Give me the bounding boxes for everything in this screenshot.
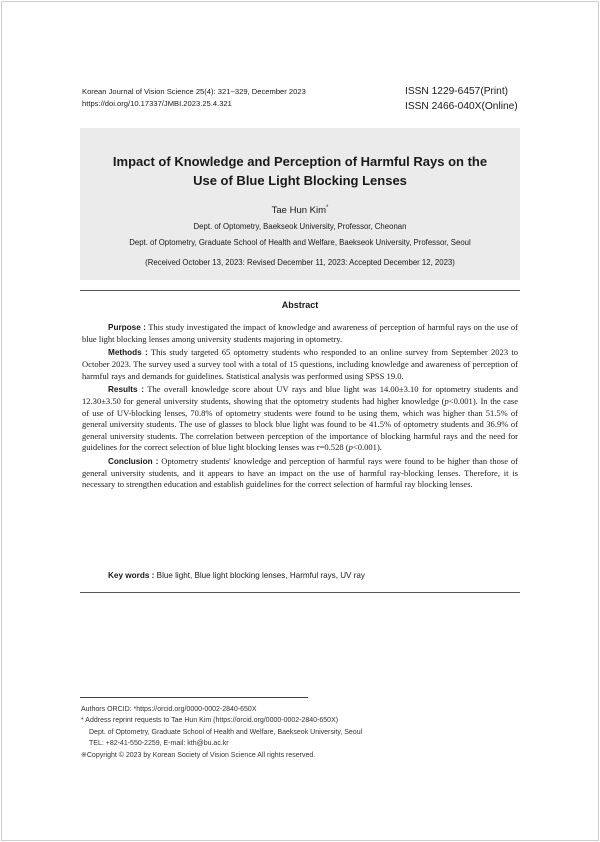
copyright-note: ※Copyright © 2023 by Korean Society of Vision Science All rights reserved. bbox=[81, 751, 316, 759]
results-text-b: <0.001). In the case of use of UV-blocking lenses, 70.8% of optometry students were found to be using them, which was higher than 51.5% of general university students. The use of glasses to block blue light was found to be 41.5% of optometry students and 36.9% of general university students. The correlation between perception of the importance of blocking harmful rays and the need for guidelines for the correct selection of blue light blocking lenses was r=0.528 ( bbox=[82, 395, 518, 453]
author-name: Tae Hun Kim bbox=[271, 205, 327, 216]
issn-online: ISSN 2466-040X(Online) bbox=[405, 100, 518, 112]
methods-text: This study targeted 65 optometry students who responded to an online survey from September 2023 to October 2023. The survey used a survey tool with a total of 15 questions, including knowledge and awareness of perception of harmful rays and demands for guidelines. Statistical analysis was performed using SPSS 19.0. bbox=[82, 347, 518, 381]
methods-label: Methods : bbox=[108, 348, 148, 358]
journal-header bbox=[82, 86, 306, 109]
p-value-symbol: p bbox=[444, 395, 449, 406]
affiliation-1: Dept. of Optometry, Baekseok University, Professor, Cheonan bbox=[193, 222, 407, 231]
issn-print: ISSN 1229-6457(Print) bbox=[405, 86, 509, 97]
title-line-2: Use of Blue Light Blocking Lenses bbox=[193, 172, 407, 188]
keywords-label: Key words : bbox=[108, 571, 155, 580]
abstract-methods bbox=[82, 347, 518, 382]
results-label: Results : bbox=[108, 385, 144, 395]
purpose-text: This study investigated the impact of knowledge and awareness of perception of harmful rays on the use of blue light blocking lenses among university students majoring in optometry. bbox=[82, 322, 519, 344]
abstract-heading: Abstract bbox=[281, 300, 319, 310]
paper-title bbox=[80, 153, 520, 190]
title-panel bbox=[80, 128, 520, 280]
conclusion-text: Optometry students' knowledge and perception of harmful rays were found to be higher than those of general university students, and it appears to have an impact on the use of harmful ray-blocking lenses. Therefore, it is necessary to strengthen education and establish guidelines for the correct selection of harmful ray blocking lenses. bbox=[82, 456, 519, 490]
conclusion-label: Conclusion : bbox=[108, 457, 159, 467]
affiliation-2: Dept. of Optometry, Graduate School of Health and Welfare, Baekseok University, Professor, Seoul bbox=[129, 238, 471, 247]
title-line-1: Impact of Knowledge and Perception of Harmful Rays on the bbox=[112, 154, 488, 169]
author-line bbox=[80, 205, 520, 216]
p-value-symbol: p bbox=[348, 442, 353, 453]
contact-info: TEL: +82-41-550-2259, E-mail: kth@bu.ac.kr bbox=[89, 740, 229, 748]
orcid-note: Authors ORCID: *https://orcid.org/0000-0002-2840-650X bbox=[81, 706, 257, 713]
abstract-top-rule bbox=[80, 290, 520, 291]
results-text-c: <0.001). bbox=[352, 442, 382, 453]
journal-citation: Korean Journal of Vision Science 25(4): 321~329, December 2023 bbox=[82, 87, 306, 96]
reprint-note: * Address reprint requests to Tae Hun Kim (https://orcid.org/0000-0002-2840-650X) bbox=[81, 717, 339, 725]
keywords-list: Blue light, Blue light blocking lenses, Harmful rays, UV ray bbox=[156, 571, 365, 580]
issn-block bbox=[405, 85, 518, 114]
abstract-purpose bbox=[82, 322, 518, 345]
abstract-conclusion bbox=[82, 456, 518, 491]
keywords-line bbox=[108, 571, 365, 580]
footnotes bbox=[81, 704, 362, 761]
results-text-a: The overall knowledge score about UV rays and blue light was 14.00±3.10 for optometry students and 12.30±3.50 for general university students, showing that the optometry students had higher knowledge ( bbox=[82, 384, 518, 406]
purpose-label: Purpose : bbox=[108, 323, 146, 332]
footnote-rule bbox=[80, 697, 308, 698]
doi-link[interactable]: https://doi.org/10.17337/JMBI.2023.25.4.321 bbox=[82, 98, 232, 108]
reprint-dept: Dept. of Optometry, Graduate School of Health and Welfare, Baekseok University, Seoul bbox=[89, 728, 363, 736]
abstract-bottom-rule bbox=[80, 592, 520, 593]
abstract-results bbox=[82, 384, 518, 454]
abstract-body bbox=[82, 322, 518, 493]
received-dates: (Received October 13, 2023: Revised December 11, 2023: Accepted December 12, 2023) bbox=[145, 258, 455, 267]
corresponding-mark: * bbox=[326, 204, 329, 211]
